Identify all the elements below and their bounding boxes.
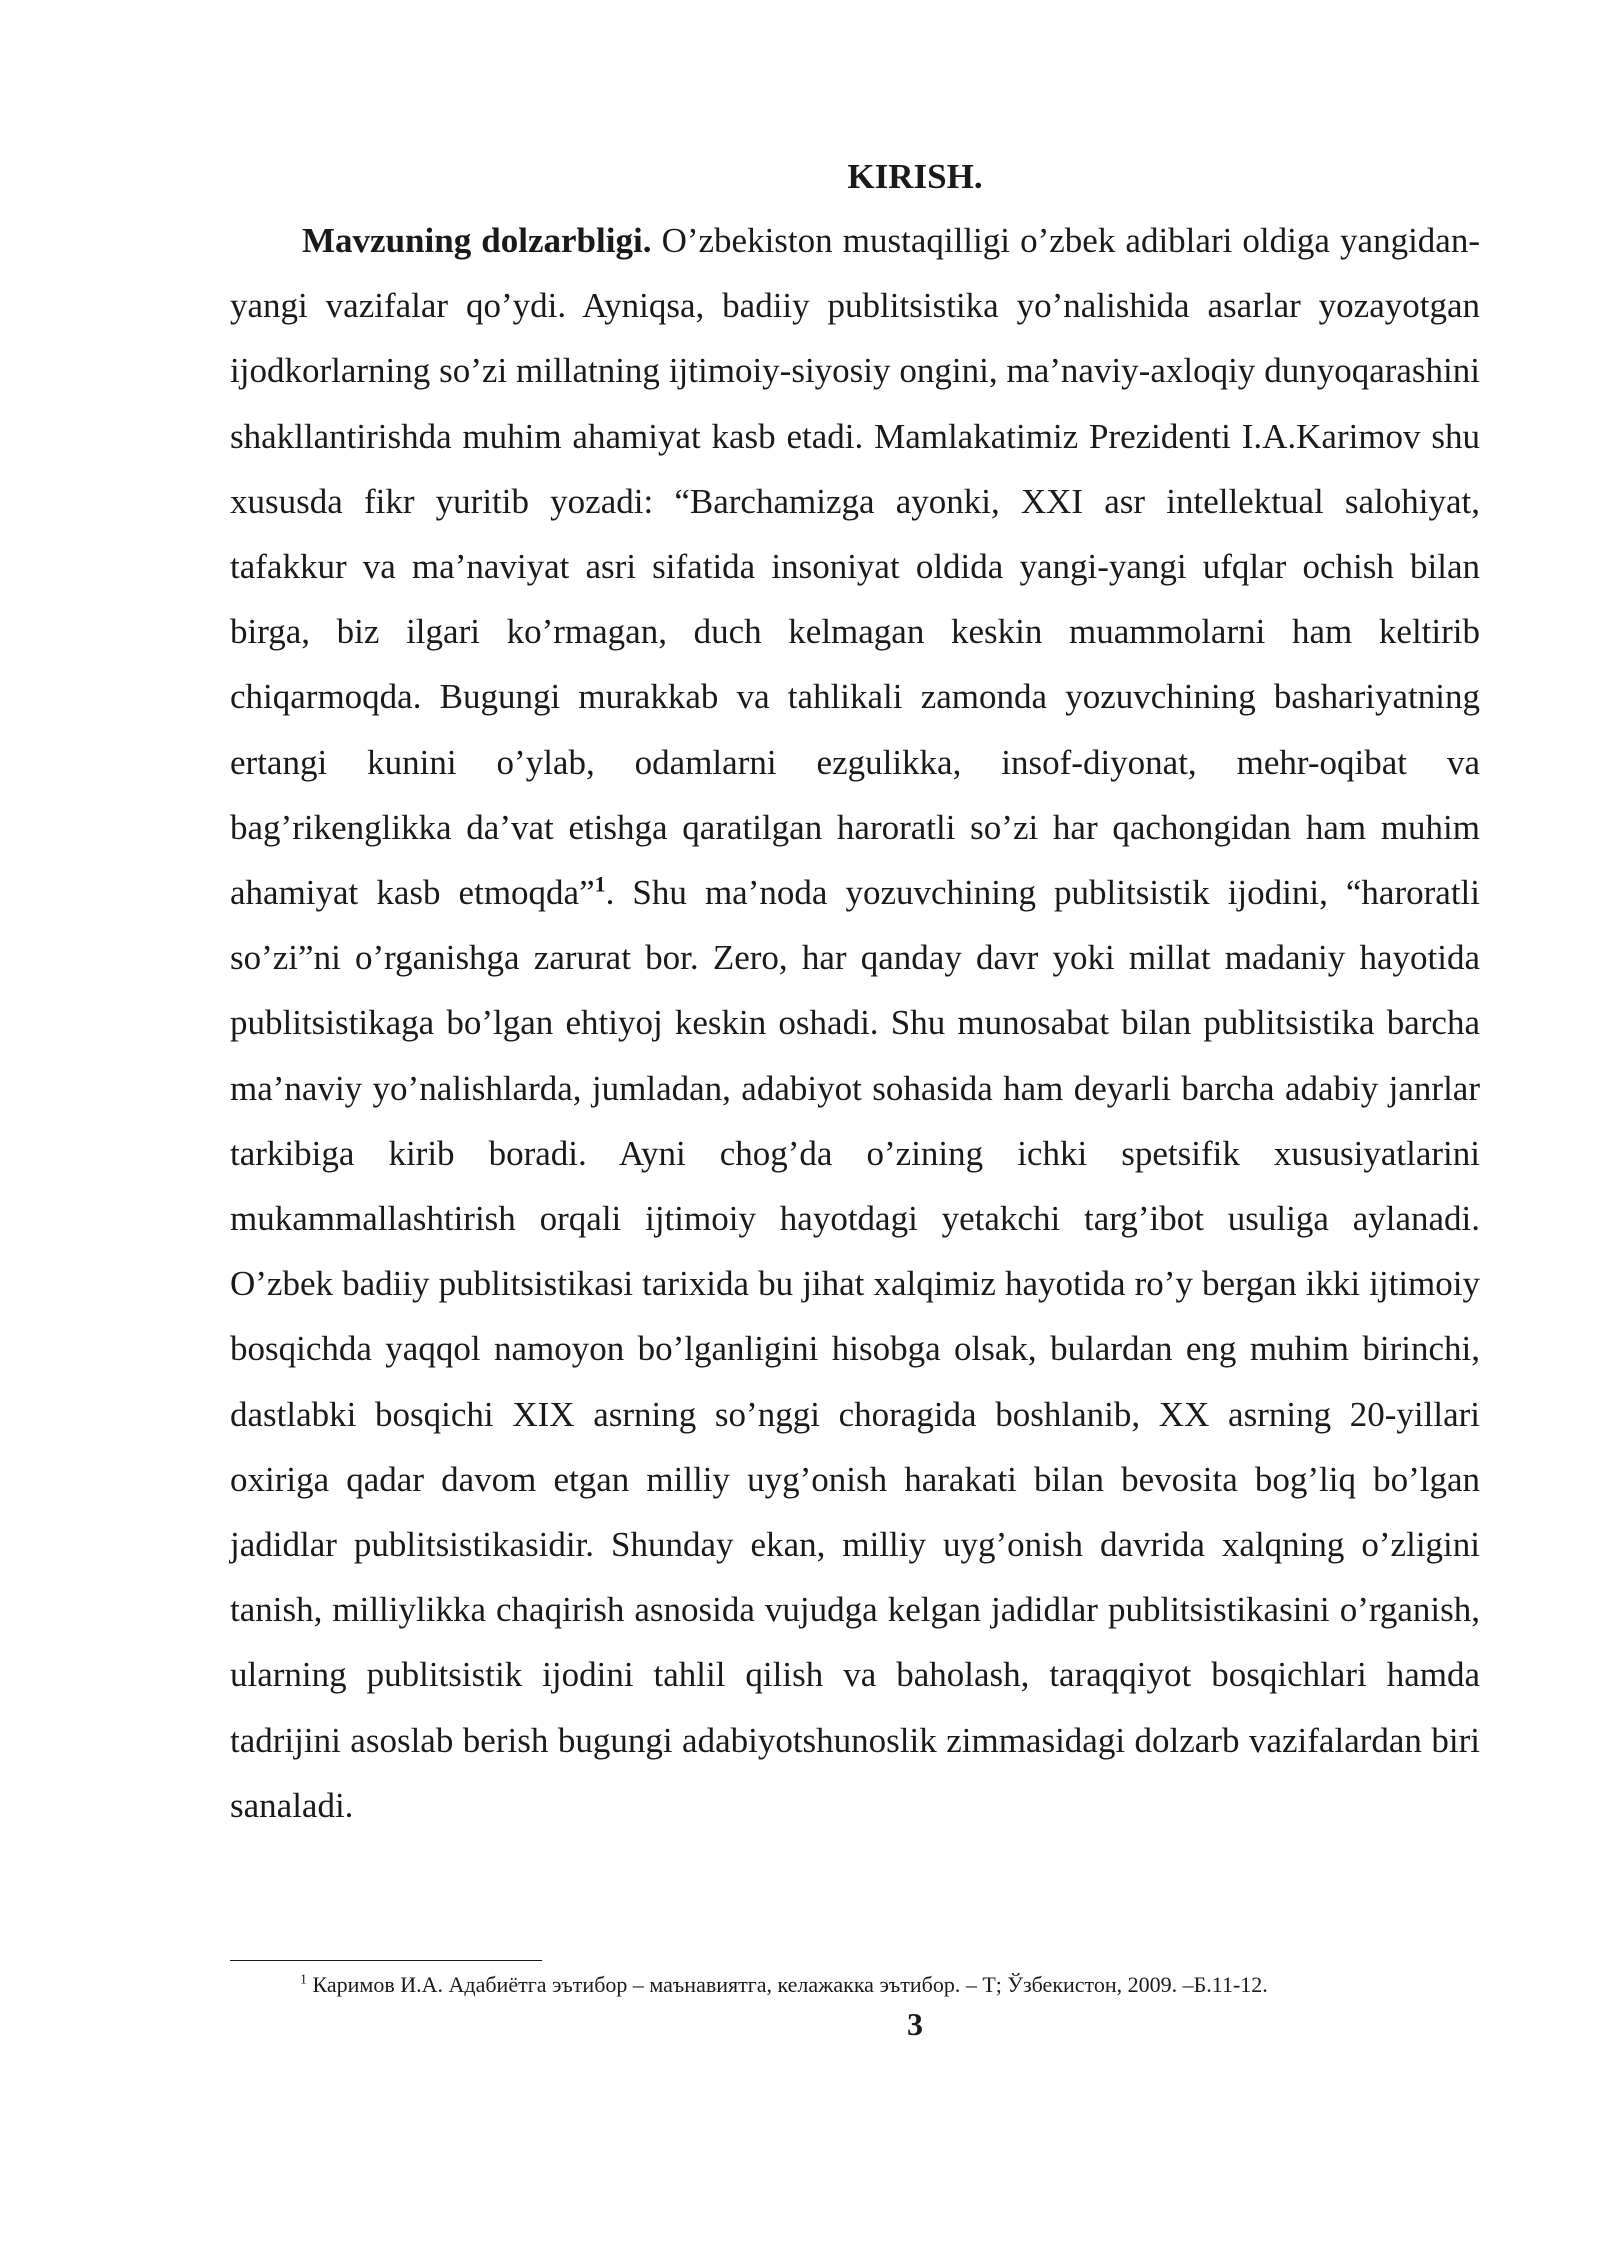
- introduction-paragraph: [230, 208, 1480, 1838]
- paragraph-lead: Mavzuning dolzarbligi.: [302, 221, 652, 260]
- footnote-marker: 1: [300, 1972, 307, 1988]
- footnote: [300, 1970, 1480, 2000]
- footnote-reference-marker: 1: [594, 871, 606, 897]
- footnote-separator: [230, 1960, 542, 1961]
- body-text: [230, 208, 1480, 1838]
- paragraph-text-part-2: . Shu ma’noda yozuvchining publitsistik ijodini, “haroratli so’zi”ni o’rganishga zarurat bor. Zero, har qanday davr yoki millat madaniy hayotida publitsistikaga bo’lgan ehtiyoj keskin oshadi. Shu munosabat bilan publitsistika barcha ma’naviy yo’nalishlarda, jumladan, adabiyot sohasida ham deyarli barcha adabiy janrlar tarkibiga kirib boradi. Ayni chog’da o’zining ichki spetsifik xususiyatlarini mukammallashtirish orqali ijtimoiy hayotdagi yetakchi targ’ibot usuliga aylanadi. O’zbek badiiy publitsistikasi tarixida bu jihat xalqimiz hayotida ro’y bergan ikki ijtimoiy bosqichda yaqqol namoyon bo’lganligini hisobga olsak, bulardan eng muhim birinchi, dastlabki bosqichi XIX asrning so’nggi choragida boshlanib, XX asrning 20-yillari oxiriga qadar davom etgan milliy uyg’onish harakati bilan bevosita bog’liq bo’lgan jadidlar publitsistikasidir. Shunday ekan, milliy uyg’onish davrida xalqning o’zligini tanish, milliylikka chaqirish asnosida vujudga kelgan jadidlar publitsistikasini o’rganish, ularning publitsistik ijodini tahlil qilish va baholash, taraqqiyot bosqichlari hamda tadrijini asoslab berish bugungi adabiyotshunoslik zimmasidagi dolzarb vazifalardan biri sanaladi.: [230, 873, 1480, 1825]
- footnote-text: Каримов И.А. Адабиётга эътибор – маънавиятга, келажакка эътибор. – Т; Ўзбекистон, 2009. –Б.11-12.: [307, 1972, 1268, 1997]
- section-heading: KIRISH.: [847, 157, 983, 196]
- page-number: 3: [907, 2006, 923, 2042]
- paragraph-text-part-1: O’zbekiston mustaqilligi o’zbek adiblari oldiga yangidan-yangi vazifalar qo’ydi. Ayniqsa, badiiy publitsistika yo’nalishida asarlar yozayotgan ijodkorlarning so’zi millatning ijtimoiy-siyosiy ongini, ma’naviy-axloqiy dunyoqarashini shakllantirishda muhim ahamiyat kasb etadi. Mamlakatimiz Prezidenti I.A.Karimov shu xususda fikr yuritib yozadi: “Barchamizga ayonki, XXI asr intellektual salohiyat, tafakkur va ma’naviyat asri sifatida insoniyat oldida yangi-yangi ufqlar ochish bilan birga, biz ilgari ko’rmagan, duch kelmagan keskin muammolarni ham keltirib chiqarmoqda. Bugungi murakkab va tahlikali zamonda yozuvchining bashariyatning ertangi kunini o’ylab, odamlarni ezgulikka, insof-diyonat, mehr-oqibat va bag’rikenglikka da’vat etishga qaratilgan haroratli so’zi har qachongidan ham muhim ahamiyat kasb etmoqda”: [230, 221, 1480, 913]
